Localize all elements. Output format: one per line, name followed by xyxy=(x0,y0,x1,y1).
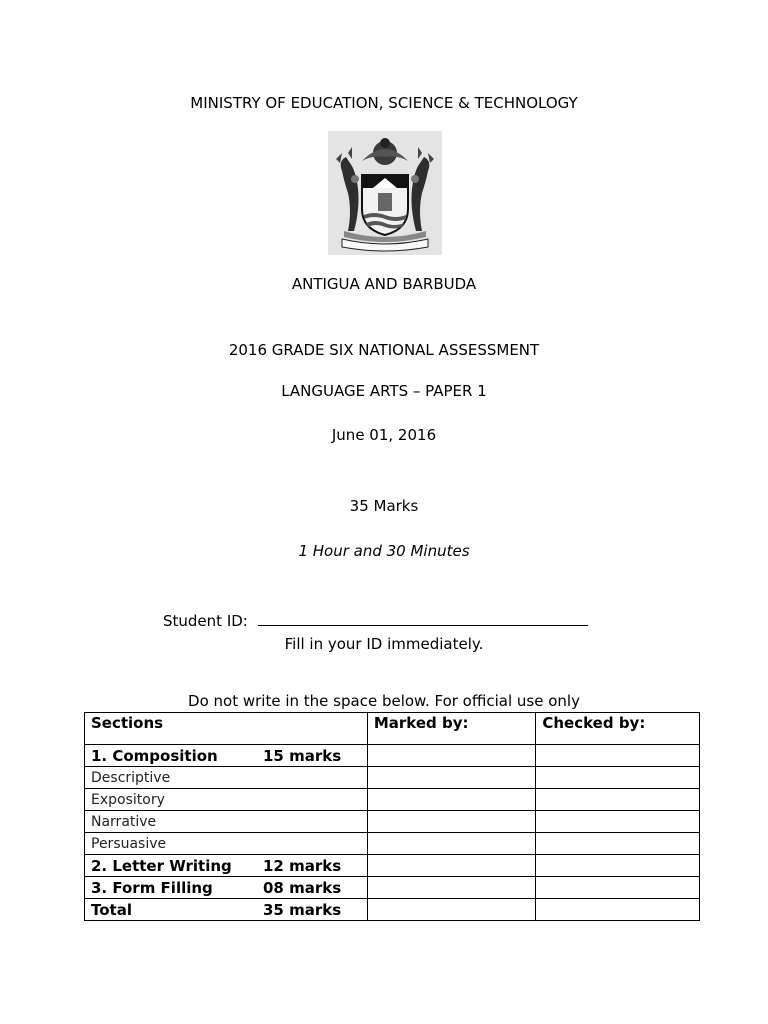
marked-by-cell[interactable] xyxy=(367,767,536,789)
checked-by-cell[interactable] xyxy=(536,899,700,921)
section-cell xyxy=(85,833,368,855)
section-name: Total xyxy=(91,900,132,919)
student-id-field[interactable] xyxy=(258,612,588,626)
table-row xyxy=(85,811,700,833)
coat-of-arms-icon xyxy=(328,131,442,255)
marked-by-cell[interactable] xyxy=(367,745,536,767)
section-cell xyxy=(85,877,368,899)
section-name: Persuasive xyxy=(91,835,167,852)
marked-by-cell[interactable] xyxy=(367,877,536,899)
table-row xyxy=(85,877,700,899)
total-marks: 35 Marks xyxy=(349,497,419,515)
marked-by-cell[interactable] xyxy=(367,789,536,811)
marked-by-cell[interactable] xyxy=(367,855,536,877)
section-cell xyxy=(85,899,368,921)
checked-by-cell[interactable] xyxy=(536,877,700,899)
section-cell xyxy=(85,855,368,877)
table-row xyxy=(85,899,700,921)
assessment-title: 2016 GRADE SIX NATIONAL ASSESSMENT xyxy=(228,341,540,359)
section-name: Narrative xyxy=(91,813,157,830)
section-name: 1. Composition xyxy=(91,746,218,765)
exam-date: June 01, 2016 xyxy=(331,426,437,444)
table-header-row xyxy=(85,713,700,745)
student-id-row xyxy=(163,612,588,630)
official-use-notice: Do not write in the space below. For official use only xyxy=(188,692,580,710)
checked-by-cell[interactable] xyxy=(536,811,700,833)
section-name: Descriptive xyxy=(91,769,171,786)
section-cell xyxy=(85,789,368,811)
section-marks: 35 marks xyxy=(263,900,342,919)
section-marks: 08 marks xyxy=(263,878,342,897)
checked-by-cell[interactable] xyxy=(536,789,700,811)
marked-by-cell[interactable] xyxy=(367,899,536,921)
student-id-instruction: Fill in your ID immediately. xyxy=(284,635,484,653)
marked-by-cell[interactable] xyxy=(367,833,536,855)
table-row xyxy=(85,855,700,877)
country-name: ANTIGUA AND BARBUDA xyxy=(291,275,477,293)
table-row xyxy=(85,767,700,789)
section-name: Expository xyxy=(91,791,165,808)
official-use-table xyxy=(84,712,700,921)
checked-by-cell[interactable] xyxy=(536,745,700,767)
header-sections: Sections xyxy=(85,713,368,745)
exam-duration: 1 Hour and 30 Minutes xyxy=(298,542,470,560)
marked-by-cell[interactable] xyxy=(367,811,536,833)
ministry-title: MINISTRY OF EDUCATION, SCIENCE & TECHNOLOGY xyxy=(190,94,578,112)
checked-by-cell[interactable] xyxy=(536,767,700,789)
section-marks: 12 marks xyxy=(263,856,342,875)
checked-by-cell[interactable] xyxy=(536,855,700,877)
section-cell xyxy=(85,767,368,789)
header-checked-by: Checked by: xyxy=(536,713,700,745)
table-row xyxy=(85,789,700,811)
section-name: 3. Form Filling xyxy=(91,878,213,897)
table-row xyxy=(85,833,700,855)
section-name: 2. Letter Writing xyxy=(91,856,232,875)
student-id-label: Student ID: xyxy=(163,612,248,630)
section-cell xyxy=(85,745,368,767)
checked-by-cell[interactable] xyxy=(536,833,700,855)
section-cell xyxy=(85,811,368,833)
table-row xyxy=(85,745,700,767)
section-marks: 15 marks xyxy=(263,746,342,765)
paper-title: LANGUAGE ARTS – PAPER 1 xyxy=(281,382,487,400)
header-marked-by: Marked by: xyxy=(367,713,536,745)
